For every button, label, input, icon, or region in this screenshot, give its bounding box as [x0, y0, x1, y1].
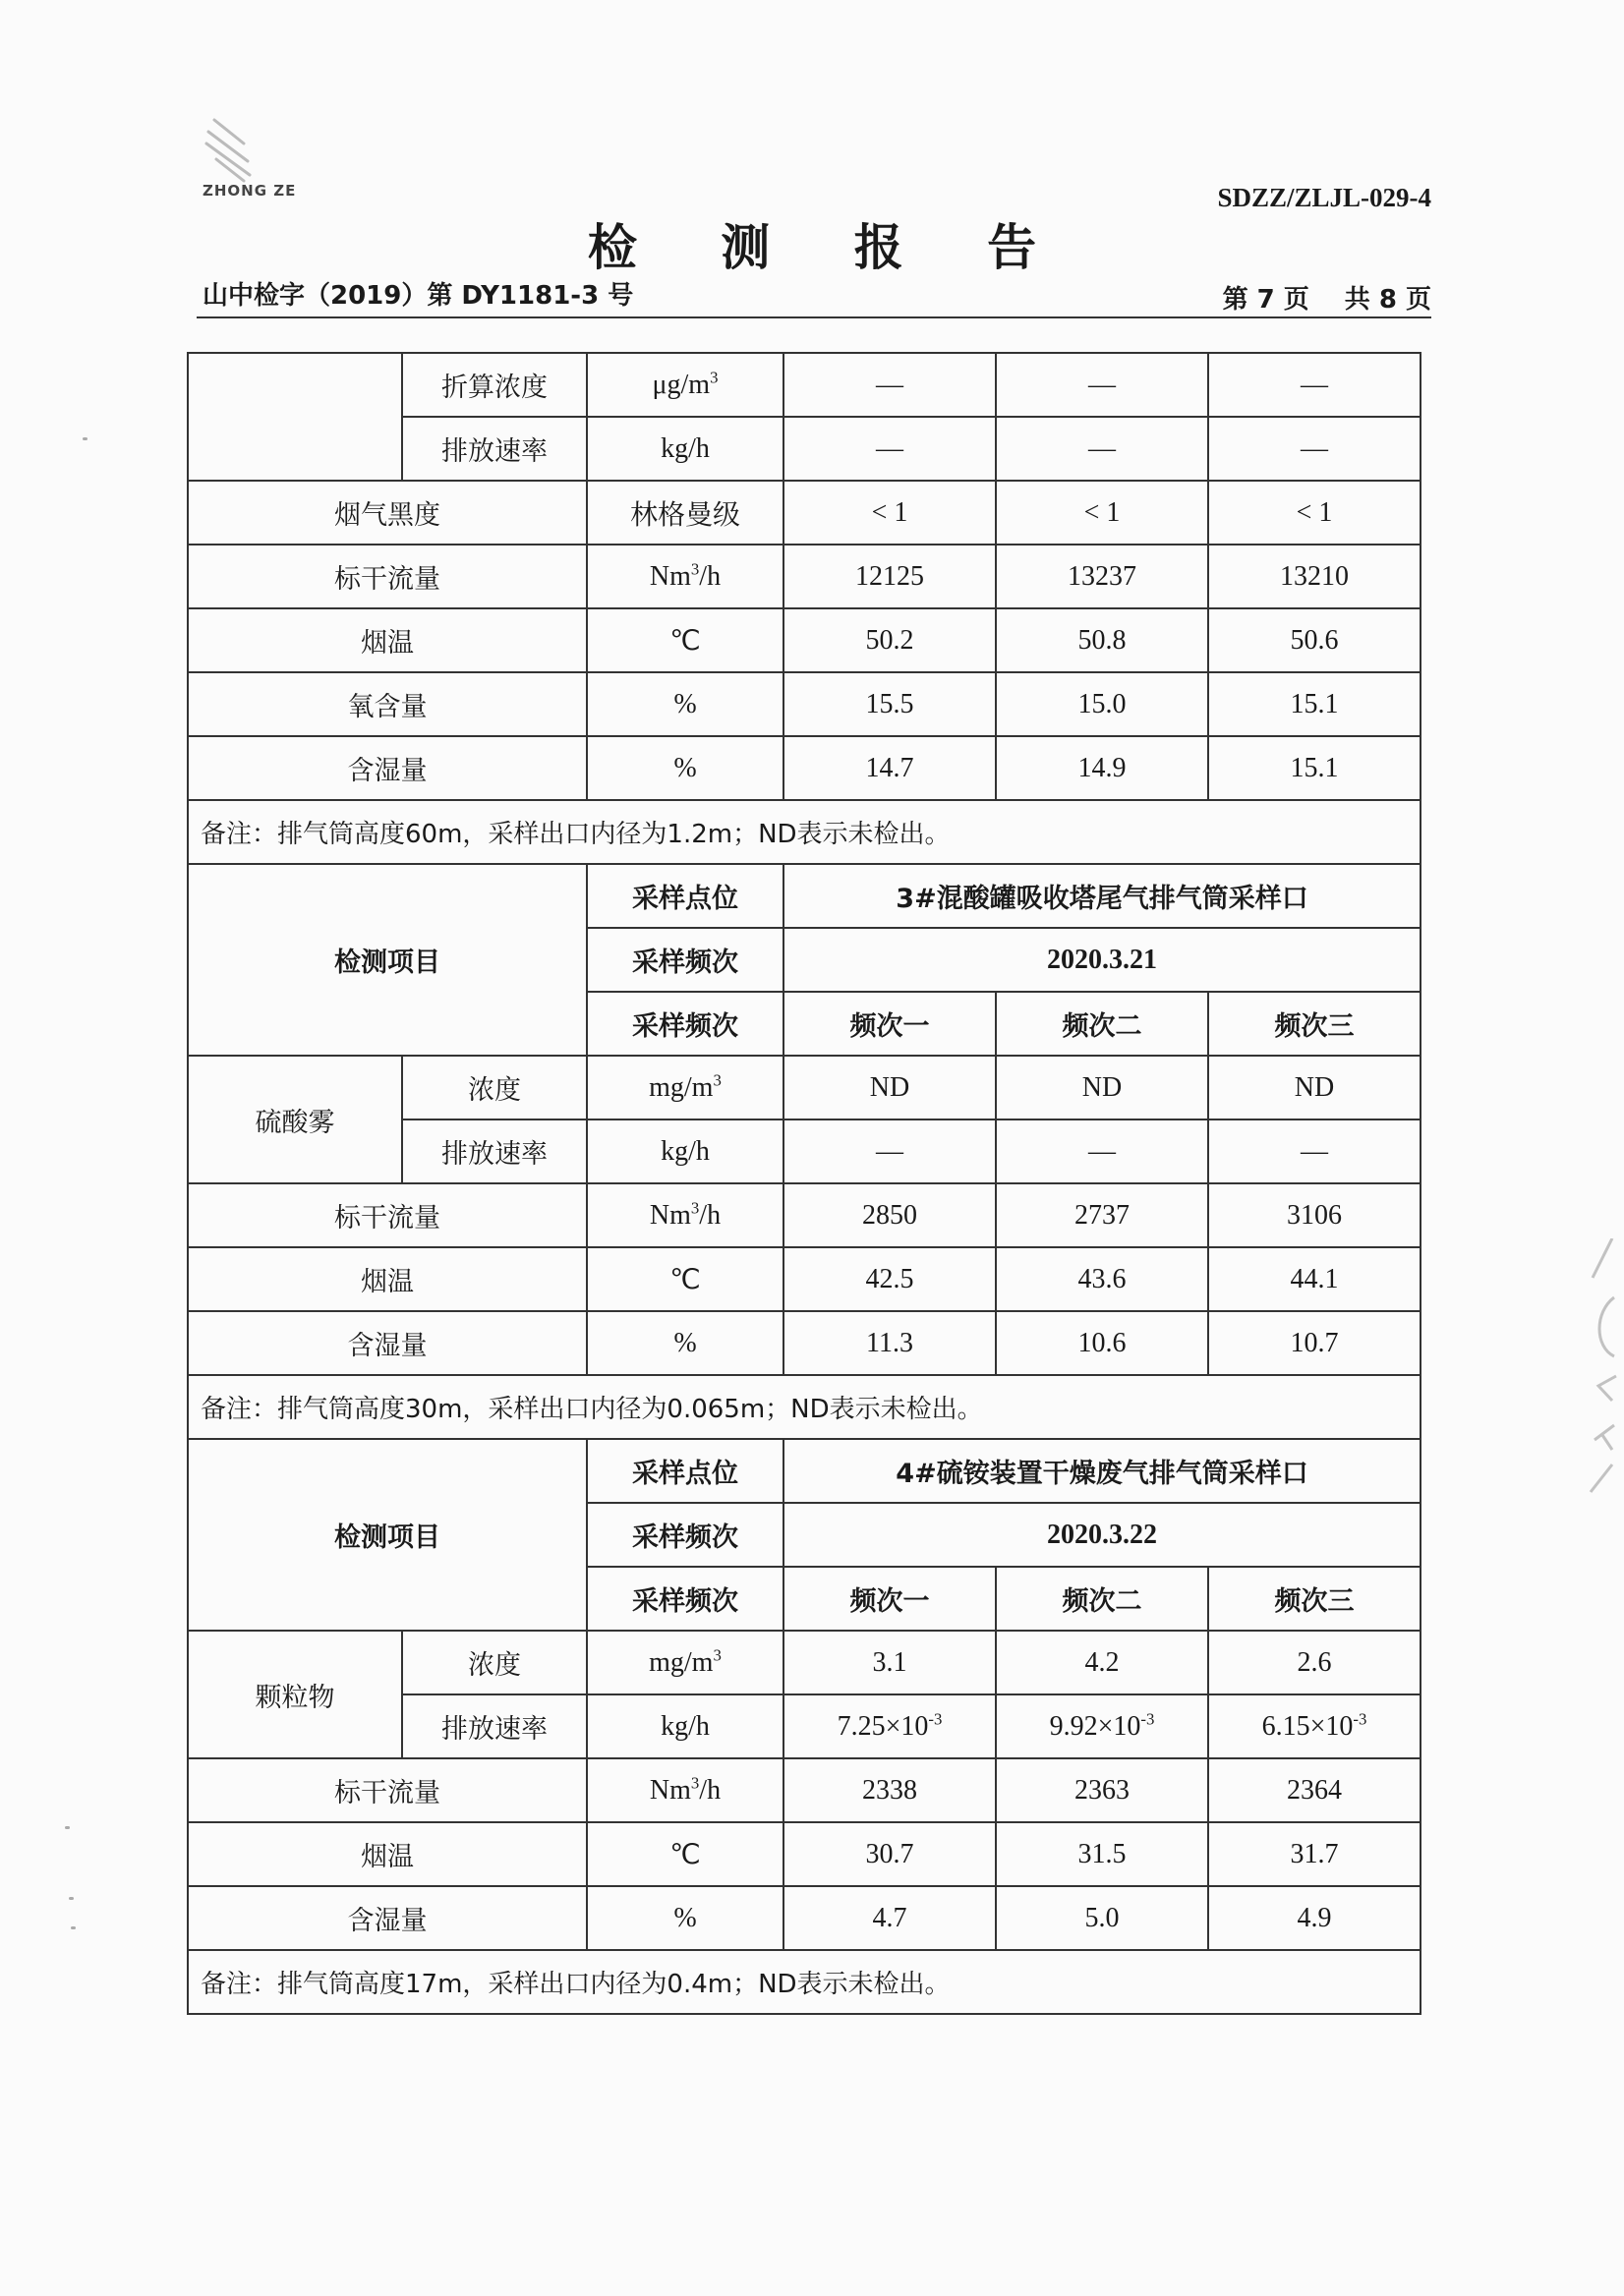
value-cell: 5.0: [996, 1886, 1208, 1950]
value-cell: 2737: [996, 1183, 1208, 1247]
item-header: 检测项目: [188, 1439, 587, 1631]
item-label: 含湿量: [188, 1311, 587, 1375]
item-label: 氧含量: [188, 672, 587, 736]
report-title: 检 测 报 告: [587, 219, 1071, 276]
point-label: 采样点位: [587, 1439, 783, 1503]
item-label: 标干流量: [188, 1183, 587, 1247]
freq-header: 频次一: [783, 1567, 996, 1631]
item-label: 标干流量: [188, 1758, 587, 1822]
value-cell: 15.1: [1208, 672, 1421, 736]
value-cell: 3.1: [783, 1631, 996, 1694]
table-row: [188, 608, 1421, 672]
value-cell: 2.6: [1208, 1631, 1421, 1694]
item-label: 含湿量: [188, 1886, 587, 1950]
value-cell: —: [1208, 1119, 1421, 1183]
value-cell: ND: [1208, 1056, 1421, 1119]
value-cell: 50.8: [996, 608, 1208, 672]
date-label: 采样频次: [587, 1503, 783, 1567]
remark: 备注：排气筒高度60m，采样出口内径为1.2m；ND表示未检出。: [188, 800, 1421, 864]
value-cell: < 1: [996, 481, 1208, 545]
value-cell: $6.15\times 10^{-3}$: [1208, 1694, 1421, 1758]
scan-speck: [65, 1826, 70, 1829]
value-cell: 2363: [996, 1758, 1208, 1822]
value-cell: —: [783, 353, 996, 417]
value-cell: 2850: [783, 1183, 996, 1247]
report-number: 山中检字（2019）第 DY1181-3 号: [203, 281, 634, 311]
value-cell: 31.5: [996, 1822, 1208, 1886]
value-cell: 12125: [783, 545, 996, 608]
value-cell: 2364: [1208, 1758, 1421, 1822]
value-cell: 43.6: [996, 1247, 1208, 1311]
item-label: 烟温: [188, 608, 587, 672]
value-cell: 2338: [783, 1758, 996, 1822]
sampling-point: 3#混酸罐吸收塔尾气排气筒采样口: [783, 864, 1421, 928]
unit-cell: kg/h: [587, 417, 783, 481]
value-cell: 15.0: [996, 672, 1208, 736]
note-row: [188, 1375, 1421, 1439]
sampling-date: 2020.3.22: [783, 1503, 1421, 1567]
value-cell: —: [783, 417, 996, 481]
unit-cell: Nm$^3$/h: [587, 1758, 783, 1822]
header-row: [188, 1439, 1421, 1503]
item-label: 含湿量: [188, 736, 587, 800]
freq-header: 频次三: [1208, 1567, 1421, 1631]
page-total: 共 8 页: [1344, 285, 1431, 315]
unit-cell: ℃: [587, 1822, 783, 1886]
value-cell: 15.5: [783, 672, 996, 736]
pollutant-label: 硫酸雾: [188, 1056, 402, 1183]
table-row: [188, 1758, 1421, 1822]
remark: 备注：排气筒高度17m，采样出口内径为0.4m；ND表示未检出。: [188, 1950, 1421, 2014]
value-cell: —: [996, 417, 1208, 481]
continued-blank: [188, 353, 402, 481]
value-cell: 4.2: [996, 1631, 1208, 1694]
value-cell: 13210: [1208, 545, 1421, 608]
table-row: [188, 672, 1421, 736]
unit-cell: $mg/m^3$: [587, 1631, 783, 1694]
value-cell: 3106: [1208, 1183, 1421, 1247]
freq-header: 频次二: [996, 992, 1208, 1056]
table-row: [188, 1311, 1421, 1375]
unit-cell: kg/h: [587, 1119, 783, 1183]
value-cell: —: [783, 1119, 996, 1183]
header-row: [188, 864, 1421, 928]
table-row: [188, 1183, 1421, 1247]
table-row: [188, 1886, 1421, 1950]
param-label: 排放速率: [402, 1119, 587, 1183]
page-current: 第 7 页: [1222, 285, 1309, 315]
unit-cell: %: [587, 736, 783, 800]
table-row: [188, 1822, 1421, 1886]
scan-speck: [71, 1926, 76, 1929]
value-cell: ND: [996, 1056, 1208, 1119]
unit-cell: Nm$^3$/h: [587, 545, 783, 608]
freq-label: 采样频次: [587, 1567, 783, 1631]
logo-text: ZHONG ZE: [203, 182, 297, 200]
unit-cell: ℃: [587, 1247, 783, 1311]
value-cell: 42.5: [783, 1247, 996, 1311]
unit-cell: %: [587, 672, 783, 736]
value-cell: < 1: [1208, 481, 1421, 545]
item-header: 检测项目: [188, 864, 587, 1056]
value-cell: 4.7: [783, 1886, 996, 1950]
table-row: [188, 1056, 1421, 1119]
value-cell: —: [996, 353, 1208, 417]
value-cell: 15.1: [1208, 736, 1421, 800]
value-cell: ND: [783, 1056, 996, 1119]
freq-label: 采样频次: [587, 992, 783, 1056]
scan-speck: [83, 437, 87, 440]
unit-cell: %: [587, 1886, 783, 1950]
param-label: 浓度: [402, 1631, 587, 1694]
unit-cell: kg/h: [587, 1694, 783, 1758]
item-label: 烟温: [188, 1247, 587, 1311]
document-code: SDZZ/ZLJL-029-4: [1217, 183, 1431, 212]
unit-cell: 林格曼级: [587, 481, 783, 545]
value-cell: < 1: [783, 481, 996, 545]
freq-header: 频次一: [783, 992, 996, 1056]
page-number: [1223, 279, 1431, 316]
point-label: 采样点位: [587, 864, 783, 928]
table-row: [188, 1631, 1421, 1694]
unit-cell: %: [587, 1311, 783, 1375]
sampling-date: 2020.3.21: [783, 928, 1421, 992]
table-row: [188, 736, 1421, 800]
value-cell: 50.2: [783, 608, 996, 672]
table-row: [188, 481, 1421, 545]
param-label: 排放速率: [402, 1694, 587, 1758]
value-cell: 44.1: [1208, 1247, 1421, 1311]
value-cell: 50.6: [1208, 608, 1421, 672]
header-divider: [197, 316, 1431, 318]
param-label: 排放速率: [402, 417, 587, 481]
table-row: [188, 545, 1421, 608]
unit-cell: ℃: [587, 608, 783, 672]
freq-header: 频次二: [996, 1567, 1208, 1631]
remark: 备注：排气筒高度30m，采样出口内径为0.065m；ND表示未检出。: [188, 1375, 1421, 1439]
param-label: 折算浓度: [402, 353, 587, 417]
value-cell: 10.6: [996, 1311, 1208, 1375]
edge-seal-fragment: [1585, 1238, 1624, 1494]
item-label: 烟气黑度: [188, 481, 587, 545]
value-cell: 10.7: [1208, 1311, 1421, 1375]
note-row: [188, 800, 1421, 864]
freq-header: 频次三: [1208, 992, 1421, 1056]
unit-cell: $mg/m^3$: [587, 1056, 783, 1119]
value-cell: —: [996, 1119, 1208, 1183]
results-table: [187, 352, 1421, 2015]
value-cell: —: [1208, 353, 1421, 417]
table-row: [188, 1247, 1421, 1311]
note-row: [188, 1950, 1421, 2014]
value-cell: 31.7: [1208, 1822, 1421, 1886]
table-row: [188, 353, 1421, 417]
value-cell: 14.7: [783, 736, 996, 800]
value-cell: 4.9: [1208, 1886, 1421, 1950]
item-label: 烟温: [188, 1822, 587, 1886]
value-cell: 11.3: [783, 1311, 996, 1375]
value-cell: 30.7: [783, 1822, 996, 1886]
scan-speck: [69, 1897, 74, 1900]
value-cell: —: [1208, 417, 1421, 481]
value-cell: $9.92\times 10^{-3}$: [996, 1694, 1208, 1758]
param-label: 浓度: [402, 1056, 587, 1119]
value-cell: 13237: [996, 545, 1208, 608]
sampling-point: 4#硫铵装置干燥废气排气筒采样口: [783, 1439, 1421, 1503]
value-cell: 14.9: [996, 736, 1208, 800]
value-cell: $7.25\times 10^{-3}$: [783, 1694, 996, 1758]
unit-cell: $\mu g/m^3$: [587, 353, 783, 417]
date-label: 采样频次: [587, 928, 783, 992]
pollutant-label: 颗粒物: [188, 1631, 402, 1758]
unit-cell: Nm$^3$/h: [587, 1183, 783, 1247]
item-label: 标干流量: [188, 545, 587, 608]
